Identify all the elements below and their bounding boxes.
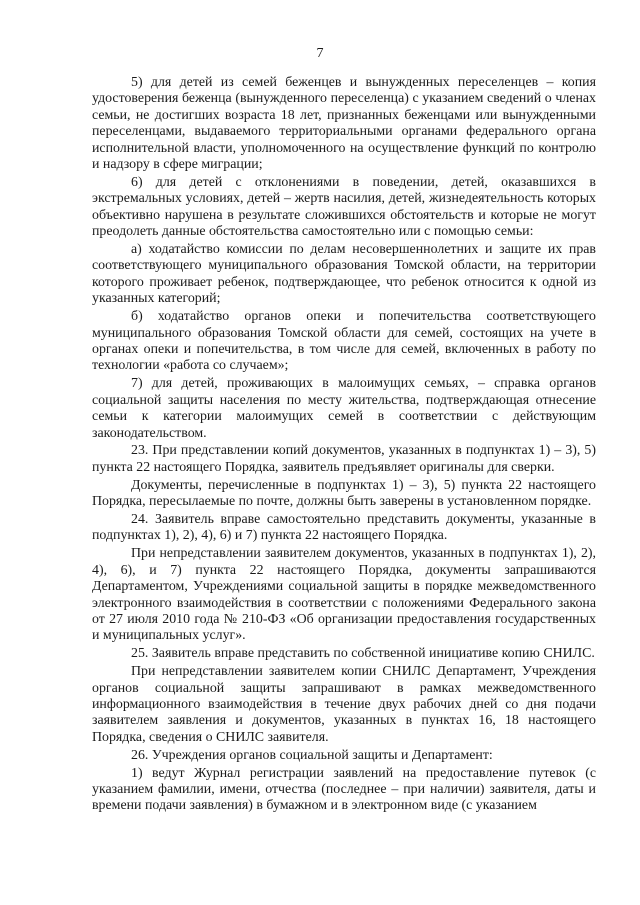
paragraph-25-snils: 25. Заявитель вправе представить по собственной инициативе копию СНИЛС. xyxy=(131,646,595,662)
paragraph-5-refugee-certificate: 5) для детей из семей беженцев и вынужденных переселенцев – копия удостоверения беженца (вынужденного переселенца) с указанием сведений о членах семьи, не достигших возраста 18 лет, признанных беженцами или вынужденными переселенцами, выдаваемого территориальными органами федерального органа исполнительной власти, уполномоченного на осуществление функций по контролю и надзору в сфере миграции; xyxy=(92,75,596,173)
paragraph-7-low-income-certificate: 7) для детей, проживающих в малоимущих семьях, – справка органов социальной защиты населения по месту жительства, подтверждающая отнесение семьи к категории малоимущих семей в соответствии с действующим законодательством. xyxy=(92,376,596,441)
paragraph-6-behavior-deviation: 6) для детей с отклонениями в поведении, детей, оказавшихся в экстремальных условиях, детей – жертв насилия, детей, жизнедеятельность которых объективно нарушена в результате сложившихся обстоятельств и которые не могут преодолеть данные обстоятельства самостоятельно или с помощью семьи: xyxy=(92,174,596,240)
paragraph-25-snils-request: При непредставлении заявителем копии СНИЛС Департамент, Учреждения органов социальной защиты запрашивают в рамках межведомственного информационного взаимодействия в течение двух рабочих дней со дня подачи заявителем заявления и документов, указанных в пунктах 16, 18 настоящего Порядка, сведения о СНИЛС заявителя. xyxy=(92,664,596,745)
paragraph-26-heading: 26. Учреждения органов социальной защиты и Департамент: xyxy=(131,747,493,763)
paragraph-23-postal-documents: Документы, перечисленные в подпунктах 1) – 3), 5) пункта 22 настоящего Порядка, пересылаемые по почте, должны быть заверены в установленном порядке. xyxy=(92,477,596,510)
paragraph-24-own-documents: 24. Заявитель вправе самостоятельно представить документы, указанные в подпунктах 1), 2), 4), 6) и 7) пункта 22 настоящего Порядка. xyxy=(92,512,596,544)
paragraph-24-interagency-request: При непредставлении заявителем документов, указанных в подпунктах 1), 2), 4), 6), и 7) пункта 22 настоящего Порядка, документы запрашиваются Департаментом, Учреждениями социальной защиты в порядке межведомственного электронного взаимодействия в соответствии с положениями Федерального закона от 27 июля 2010 года № 210-ФЗ «Об организации предоставления государственных и муниципальных услуг». xyxy=(92,546,596,644)
paragraph-b-guardianship-petition: б) ходатайство органов опеки и попечительства соответствующего муниципального образования Томской области для семей, состоящих на учете в органах опеки и попечительства, в том числе для семей, включенных в работу по технологии «работа со случаем»; xyxy=(92,309,596,374)
paragraph-26-1-journal: 1) ведут Журнал регистрации заявлений на предоставление путевок (с указанием фамилии, имени, отчества (последнее – при наличии) заявителя, даты и времени подачи заявления) в бумажном и в электронном виде (с указанием xyxy=(92,765,596,814)
page-number: 7 xyxy=(316,46,324,61)
paragraph-23-copies: 23. При представлении копий документов, указанных в подпунктах 1) – 3), 5) пункта 22 настоящего Порядка, заявитель предъявляет оригиналы для сверки. xyxy=(92,443,596,475)
paragraph-a-commission-petition: а) ходатайство комиссии по делам несовершеннолетних и защите их прав соответствующего муниципального образования Томской области, на территории которого проживает ребенок, подтверждающее, что ребенок относится к одной из указанных категорий; xyxy=(92,242,596,307)
document-body xyxy=(92,75,596,815)
